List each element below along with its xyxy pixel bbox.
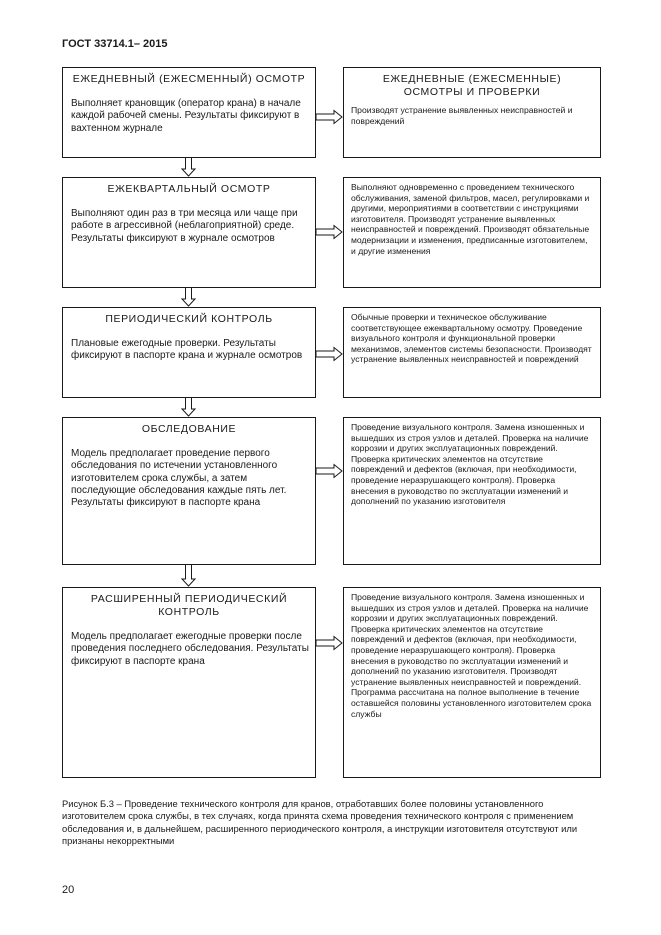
right-arrow-icon xyxy=(316,637,342,650)
extended-periodic-control-text: Модель предполагает ежегодные проверки после проведения последнего обследования. Результаты фиксируют в паспорте крана xyxy=(71,631,309,667)
daily-inspection-box xyxy=(62,67,316,158)
down-arrow-icon xyxy=(182,565,195,586)
survey-works-text: Проведение визуального контроля. Замена изношенных и вышедших из строя узлов и деталей. Проверка на наличие коррозии и других эксплуатационных повреждений. Проверка критических элементов на отсутствие повреждений и дефектов (включая, при необходимости, проведение неразрушающего контроля). Проверка внесения в руководство по эксплуатации изменений и дополнений по указанию изготовителя xyxy=(351,422,589,507)
extended-works-box xyxy=(343,587,601,778)
down-arrow-icon xyxy=(182,158,195,176)
extended-periodic-control-title: РАСШИРЕННЫЙ ПЕРИОДИЧЕСКИЙ КОНТРОЛЬ xyxy=(90,593,288,618)
extended-works-text: Проведение визуального контроля. Замена изношенных и вышедших из строя узлов и деталей. Проверка на наличие коррозии и других эксплуатационных повреждений. Проверка критических элементов на отсутствие повреждений и дефектов (включая, при необходимости, проведение неразрушающего контроля). Проверка внесения в руководство по эксплуатации изменений и дополнений по указанию изготовителя. Производят устранение выявленных неисправностей и повреждений. Программа рассчитана на полное выполнение в течение оставшейся половины установленного изготовителем срока службы xyxy=(351,592,592,719)
down-arrow-icon xyxy=(182,288,195,306)
extended-periodic-control-box xyxy=(62,587,316,778)
periodic-works-text: Обычные проверки и техническое обслуживание соответствующее ежеквартальному осмотру. Проведение визуального контроля и функциональной проверки механизмов, элементов системы безопасности. Производят устранение выявленных неисправностей и повреждений xyxy=(351,312,592,365)
figure-caption: Рисунок Б.3 – Проведение технического контроля для кранов, отработавших более половины установленного изготовителем срока службы, в тех случаях, когда принята схема проведения технического контроля с применением обследования и, в дальнейшем, расширенного периодического контроля, а инструкции изготовителя отсутствуют или признаны некорректными xyxy=(62,798,578,847)
daily-checks-title: ЕЖЕДНЕВНЫЕ (ЕЖЕСМЕННЫЕ) ОСМОТРЫ И ПРОВЕРКИ xyxy=(382,73,562,98)
quarterly-works-text: Выполняют одновременно с проведением технического обслуживания, заменой фильтров, масел, регулировками и другими, мероприятиями в соответствии с инструкциями изготовителя. Производят устранение выявленных неисправностей и повреждений. Производят обязательные модернизации и изменения, предписанные изготовителем, и другие изменения xyxy=(351,182,590,256)
document-header: ГОСТ 33714.1– 2015 xyxy=(62,38,168,50)
daily-inspection-text: Выполняет крановщик (оператор крана) в начале каждой рабочей смены. Результаты фиксируют в вахтенном журнале xyxy=(71,98,301,134)
right-arrow-icon xyxy=(316,226,342,239)
survey-text: Модель предполагает проведение первого обследования по истечении установленного изготовителем срока службы, а затем последующие обследования каждые пять лет. Результаты фиксируют в паспорте крана xyxy=(71,448,287,509)
page-number: 20 xyxy=(62,884,75,896)
quarterly-works-box xyxy=(343,177,601,288)
survey-box xyxy=(62,417,316,565)
survey-works-box xyxy=(343,417,601,565)
right-arrow-icon xyxy=(316,465,342,478)
periodic-control-text: Плановые ежегодные проверки. Результаты фиксируют в паспорте крана и журнале осмотров xyxy=(71,338,303,362)
periodic-control-box xyxy=(62,307,316,398)
periodic-works-box xyxy=(343,307,601,398)
quarterly-inspection-box xyxy=(62,177,316,288)
right-arrow-icon xyxy=(316,348,342,361)
quarterly-inspection-text: Выполняют один раз в три месяца или чаще при работе в агрессивной (неблагоприятной) среде. Результаты фиксируют в журнале осмотров xyxy=(71,208,298,244)
right-arrow-icon xyxy=(316,111,342,124)
daily-checks-text: Производят устранение выявленных неисправностей и повреждений xyxy=(351,105,573,126)
down-arrow-icon xyxy=(182,398,195,416)
daily-checks-box xyxy=(343,67,601,158)
daily-inspection-title: ЕЖЕДНЕВНЫЙ (ЕЖЕСМЕННЫЙ) ОСМОТР xyxy=(72,73,306,85)
quarterly-inspection-title: ЕЖЕКВАРТАЛЬНЫЙ ОСМОТР xyxy=(107,183,271,195)
periodic-control-title: ПЕРИОДИЧЕСКИЙ КОНТРОЛЬ xyxy=(105,313,273,325)
survey-title: ОБСЛЕДОВАНИЕ xyxy=(141,423,237,435)
